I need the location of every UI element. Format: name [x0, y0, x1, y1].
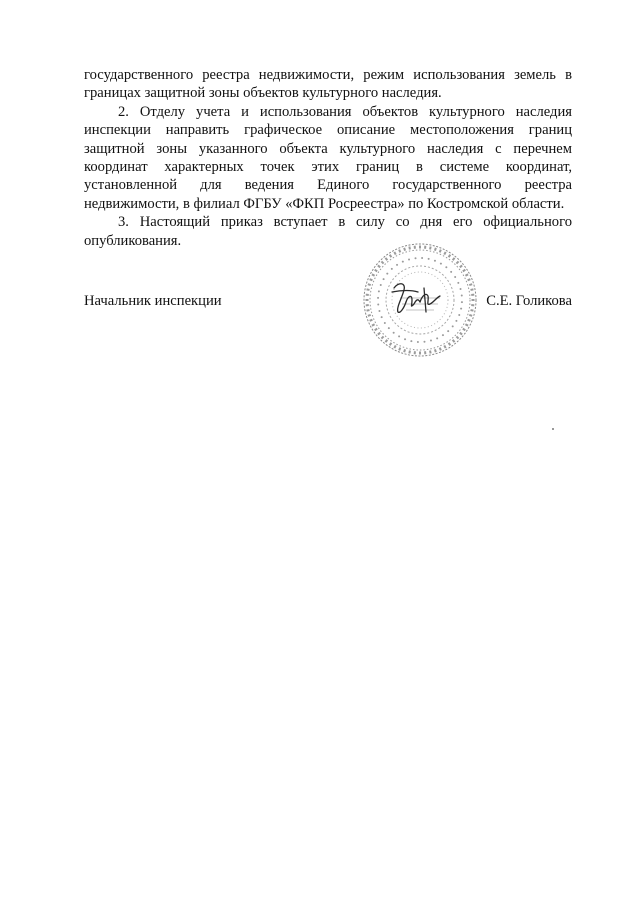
seal-inner-mark: [445, 266, 447, 268]
seal-inner-mark: [440, 263, 442, 265]
seal-inner-mark: [408, 258, 410, 260]
seal-inner-mark: [455, 320, 457, 322]
seal-lettering-mark: [381, 336, 385, 340]
seal-lettering-mark: [465, 323, 469, 326]
seal-lettering-mark: [408, 350, 411, 353]
seal-inner-mark: [398, 335, 400, 337]
seal-lettering-mark: [385, 257, 388, 261]
seal-inner-mark: [404, 338, 406, 340]
seal-inner-mark: [421, 257, 423, 259]
seal-lettering-mark: [434, 248, 437, 251]
seal-lettering-mark: [443, 345, 446, 349]
seal-inner-mark: [417, 341, 419, 343]
signer-name: С.Е. Голикова: [486, 293, 572, 309]
seal-lettering-mark: [403, 248, 406, 251]
seal-lettering-mark: [452, 339, 455, 343]
paragraph-3: 3. Настоящий приказ вступает в силу со дня его официального опубликования.: [84, 214, 572, 249]
seal-inner-mark: [410, 340, 412, 342]
seal-lettering-mark: [462, 328, 466, 331]
paragraph-continuation: государственного реестра недвижимости, режим использования земель в границах защитной зоны объектов культурного наследия.: [84, 67, 572, 102]
seal-lettering-mark: [366, 288, 369, 291]
seal-inner-mark: [386, 273, 388, 275]
seal-inner-mark: [402, 261, 404, 263]
seal-lettering-mark: [419, 246, 421, 249]
seal-inner-mark: [396, 264, 398, 266]
seal-lettering-mark: [414, 246, 416, 249]
seal-inner-mark: [415, 257, 417, 259]
seal-lettering-mark: [374, 328, 378, 331]
seal-lettering-mark: [398, 249, 401, 253]
seal-lettering-mark: [393, 345, 396, 349]
seal-lettering-mark: [459, 265, 463, 268]
seal-inner-mark: [457, 282, 459, 284]
seal-lettering-mark: [381, 261, 385, 265]
seal-lettering-mark: [456, 336, 460, 340]
seal-lettering-mark: [369, 278, 373, 281]
seal-lettering-mark: [393, 251, 396, 255]
seal-lettering-mark: [456, 261, 460, 265]
seal-lettering-mark: [398, 347, 401, 351]
seal-lettering-mark: [439, 347, 442, 351]
seal-lettering-mark: [424, 351, 426, 354]
seal-inner-mark: [381, 316, 383, 318]
seal-inner-mark: [380, 284, 382, 286]
paragraph-2: 2. Отделу учета и использования объектов культурного наследия инспекции направить графическое описание местоположения границ защитной зоны указанного объекта культурного наследия с перечнем координат характерных точек этих границ в системе координат, установленной для ведения Единого государственного реестра недвижимости, в филиал ФГБУ «ФКП Росреестра» по Костромской области.: [84, 103, 572, 212]
seal-lettering-mark: [448, 254, 451, 258]
seal-inner-mark: [391, 268, 393, 270]
seal-lettering-mark: [452, 257, 455, 261]
seal-inner-mark: [393, 332, 395, 334]
seal-lettering-mark: [470, 288, 473, 291]
seal-lettering-mark: [429, 350, 432, 353]
seal-inner-mark: [436, 337, 438, 339]
document-body: [84, 66, 572, 250]
seal-lettering-mark: [469, 283, 472, 286]
scan-speck: [552, 428, 554, 430]
seal-lettering-mark: [374, 269, 378, 272]
seal-lettering-mark: [465, 273, 469, 276]
seal-lettering-mark: [467, 278, 471, 281]
seal-lettering-mark: [459, 332, 463, 335]
seal-inner-mark: [460, 288, 462, 290]
seal-inner-mark: [447, 330, 449, 332]
seal-inner-mark: [452, 325, 454, 327]
seal-inner-mark: [388, 327, 390, 329]
seal-lettering-mark: [419, 352, 421, 355]
seal-inner-mark: [434, 260, 436, 262]
seal-lettering-mark: [371, 323, 375, 326]
seal-lettering-mark: [403, 349, 406, 352]
seal-lettering-mark: [408, 246, 411, 249]
seal-lettering-mark: [377, 265, 381, 268]
seal-inner-mark: [450, 271, 452, 273]
seal-lettering-mark: [377, 332, 381, 335]
seal-lettering-mark: [424, 246, 426, 249]
seal-lettering-mark: [434, 349, 437, 352]
seal-inner-mark: [430, 340, 432, 342]
seal-lettering-mark: [369, 319, 373, 322]
signature-block: [84, 292, 572, 316]
seal-inner-mark: [442, 334, 444, 336]
seal-lettering-mark: [462, 269, 466, 272]
seal-lettering-mark: [414, 351, 416, 354]
seal-lettering-mark: [429, 246, 432, 249]
seal-inner-mark: [384, 322, 386, 324]
seal-lettering-mark: [368, 283, 371, 286]
seal-lettering-mark: [467, 319, 471, 322]
seal-lettering-mark: [371, 273, 375, 276]
seal-lettering-mark: [443, 251, 446, 255]
seal-inner-mark: [428, 258, 430, 260]
seal-inner-mark: [423, 341, 425, 343]
signer-position-title: Начальник инспекции: [84, 293, 222, 309]
seal-lettering-mark: [439, 249, 442, 253]
seal-inner-mark: [454, 276, 456, 278]
seal-lettering-mark: [385, 339, 388, 343]
seal-lettering-mark: [389, 342, 392, 346]
seal-inner-mark: [383, 278, 385, 280]
seal-lettering-mark: [448, 342, 451, 346]
seal-lettering-mark: [389, 254, 392, 258]
